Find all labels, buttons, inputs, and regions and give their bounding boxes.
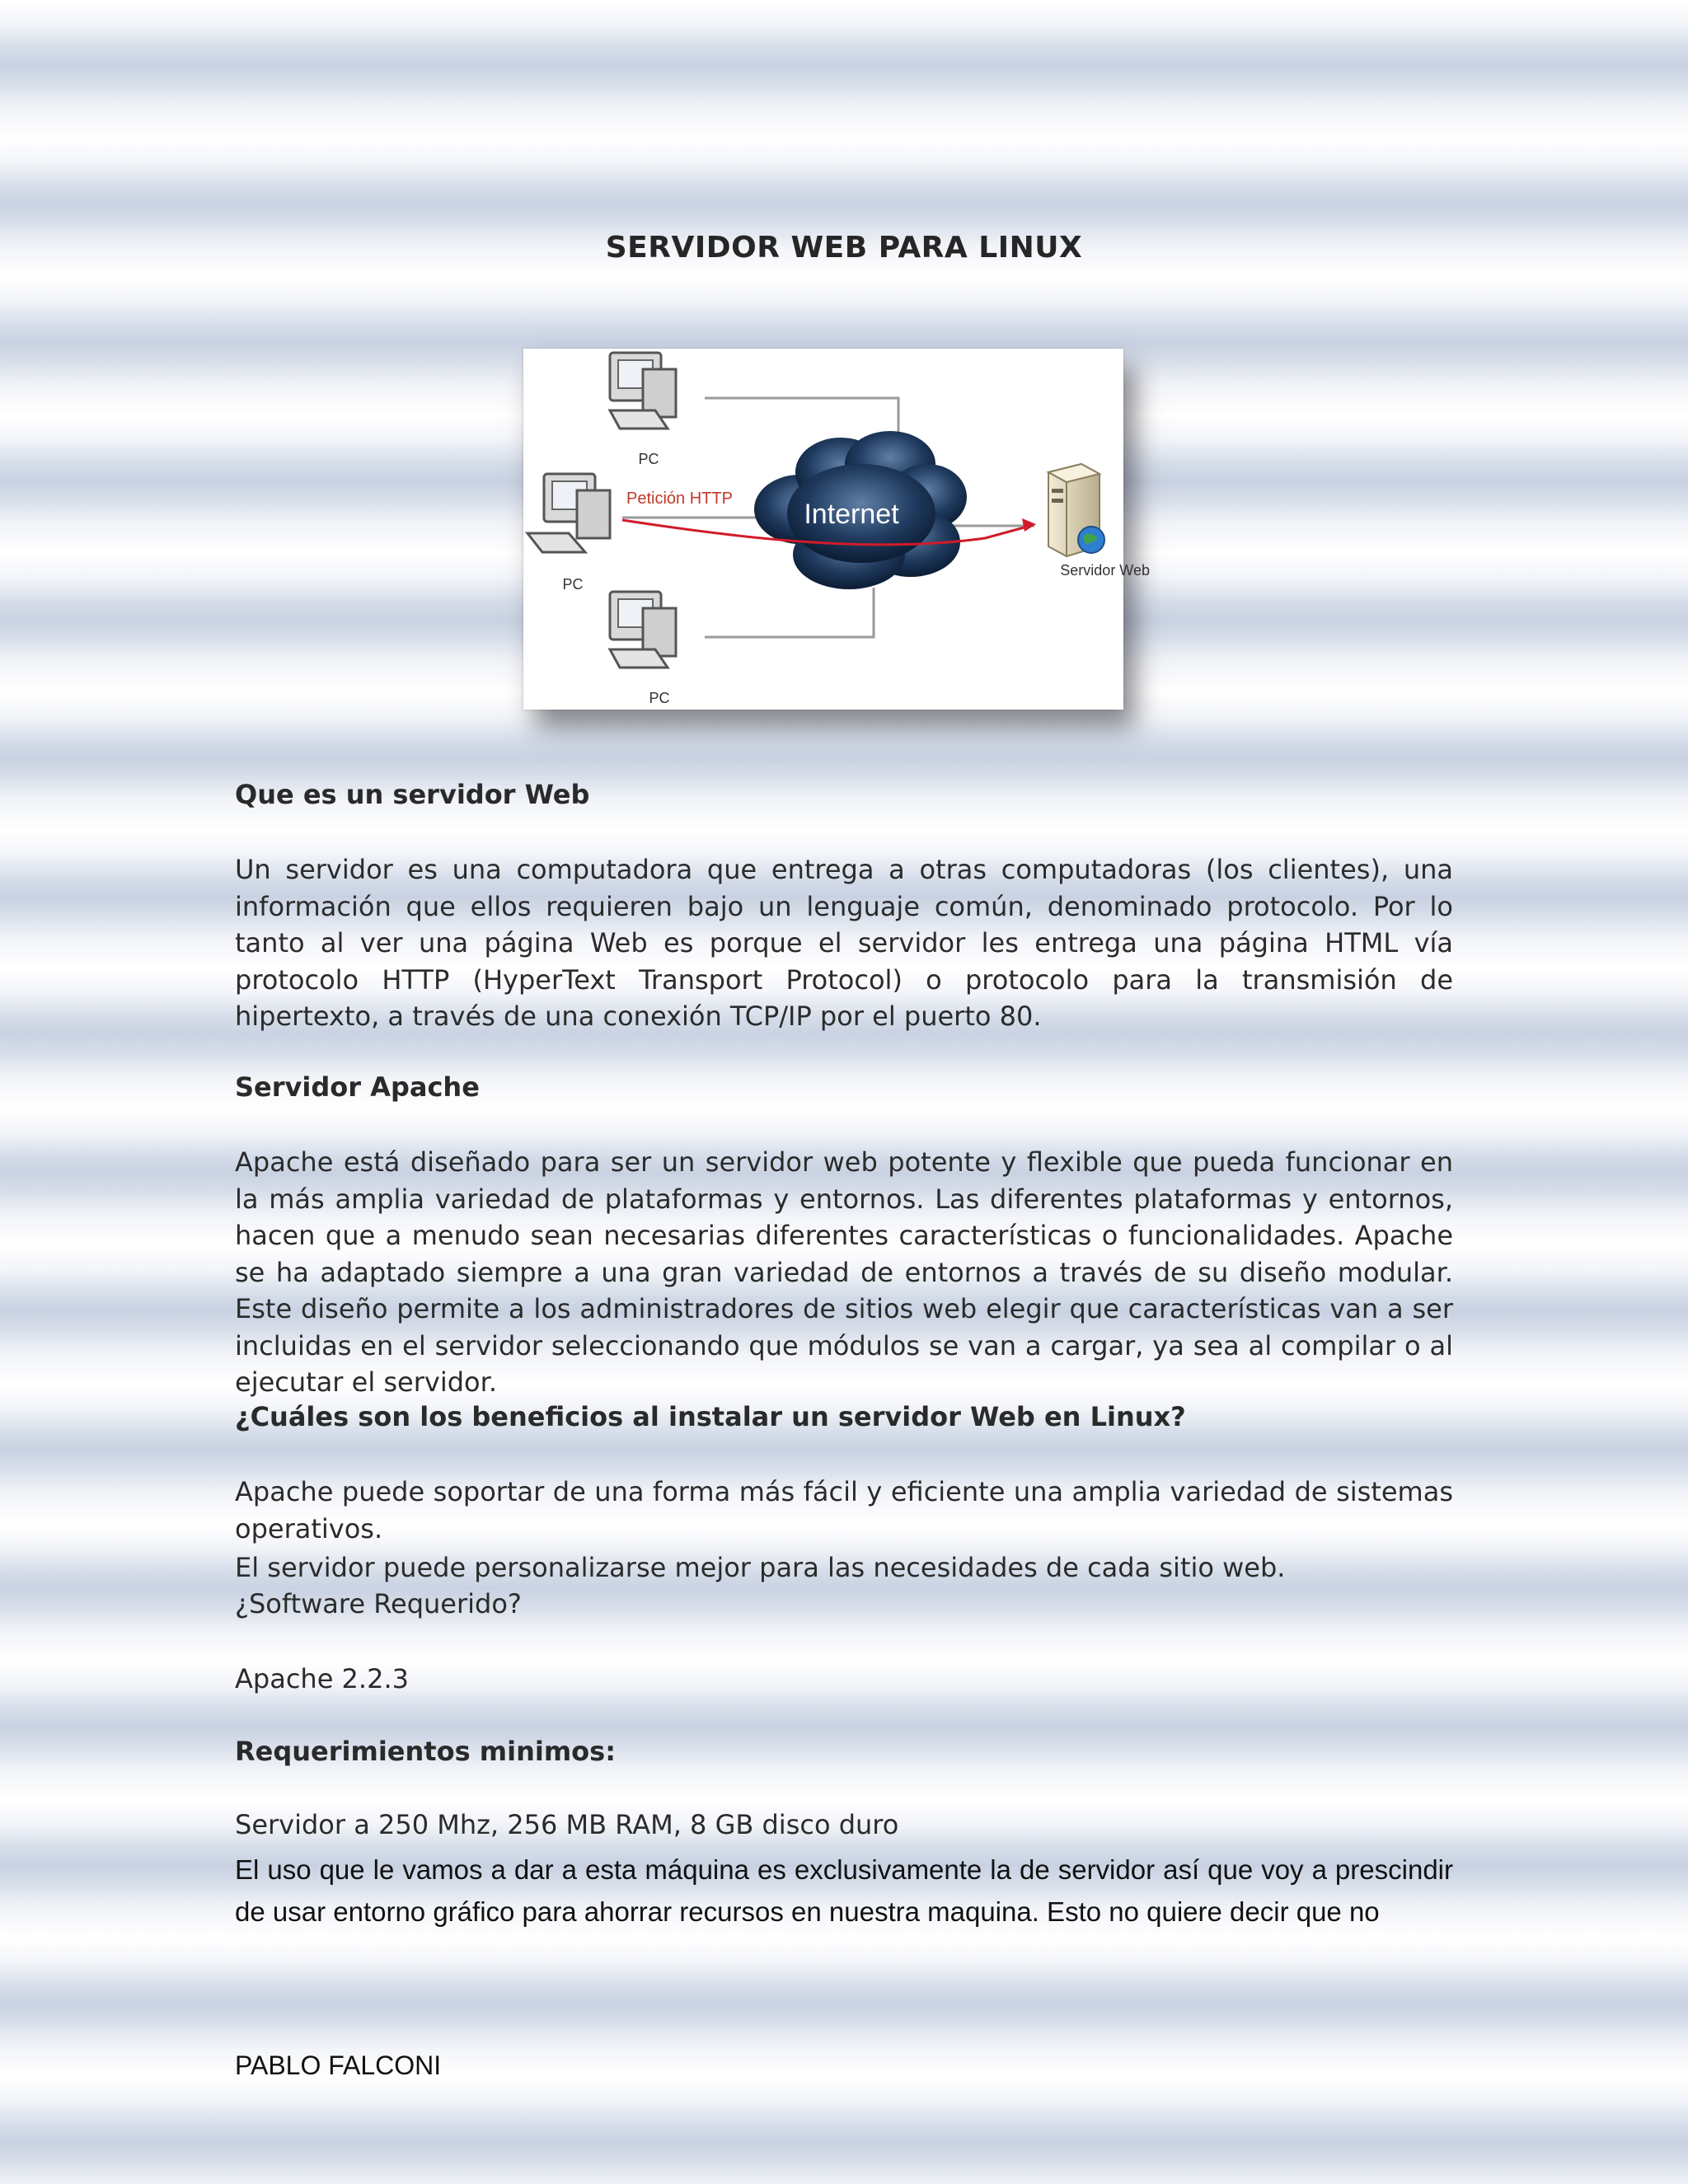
network-diagram xyxy=(523,349,1150,710)
footer-author: PABLO FALCONI xyxy=(235,2050,442,2080)
paragraph-closing: El uso que le vamos a dar a esta máquina es exclusivamente la de servidor así que voy a prescindir de usar entorno gráfico para ahorrar recursos en nuestra maquina. Esto no quiere decir que no xyxy=(235,1854,1453,1927)
cloud-label: Internet xyxy=(804,499,899,530)
pc-top-label: PC xyxy=(638,451,659,467)
page-title: SERVIDOR WEB PARA LINUX xyxy=(605,231,1083,265)
software-version: Apache 2.2.3 xyxy=(235,1663,409,1694)
pc-left-icon xyxy=(528,474,610,552)
section-heading-beneficios: ¿Cuáles son los beneficios al instalar un servidor Web en Linux? xyxy=(235,1401,1186,1432)
pc-bottom-label: PC xyxy=(649,690,670,706)
software-requerido-question: ¿Software Requerido? xyxy=(235,1588,522,1619)
section-heading-servidor-web: Que es un servidor Web xyxy=(235,779,590,810)
arrow-head-icon xyxy=(1022,518,1036,532)
beneficio-personalizacion: El servidor puede personalizarse mejor para las necesidades de cada sitio web. xyxy=(235,1552,1286,1583)
paragraph-beneficios: Apache puede soportar de una forma más fácil y eficiente una amplia variedad de sistemas operativos. xyxy=(235,1476,1453,1544)
section-heading-requerimientos: Requerimientos minimos: xyxy=(235,1736,616,1767)
paragraph-apache: Apache está diseñado para ser un servidor web potente y flexible que pueda funcionar en la más amplia variedad de plataformas y entornos. Las diferentes plataformas y entornos, hacen que a menudo sean necesarias diferentes características o funcionalidades. Apache se ha adaptado siempre a una gran variedad de entornos a través de su diseño modular. Este diseño permite a los administradores de sitios web elegir que características van a ser incluidas en el servidor seleccionando que módulos se van a cargar, ya sea al compilar o al ejecutar el servidor. xyxy=(235,1146,1453,1398)
paragraph-servidor-web: Un servidor es una computadora que entrega a otras computadoras (los clientes), una información que ellos requieren bajo un lenguaje común, denominado protocolo. Por lo tanto al ver una página Web es porque el servidor les entrega una página HTML vía protocolo HTTP (HyperText Transport Protocol) o protocolo para la transmisión de hipertexto, a través de una conexión TCP/IP por el puerto 80. xyxy=(235,854,1453,1032)
server-icon xyxy=(1048,464,1104,556)
pc-top-icon xyxy=(610,353,676,429)
request-label: Petición HTTP xyxy=(626,490,733,508)
requerimientos-text: Servidor a 250 Mhz, 256 MB RAM, 8 GB disco duro xyxy=(235,1809,899,1840)
pc-left-label: PC xyxy=(562,576,584,593)
server-label: Servidor Web xyxy=(1060,562,1150,579)
pc-bottom-icon xyxy=(610,592,676,668)
section-heading-apache: Servidor Apache xyxy=(235,1071,480,1103)
